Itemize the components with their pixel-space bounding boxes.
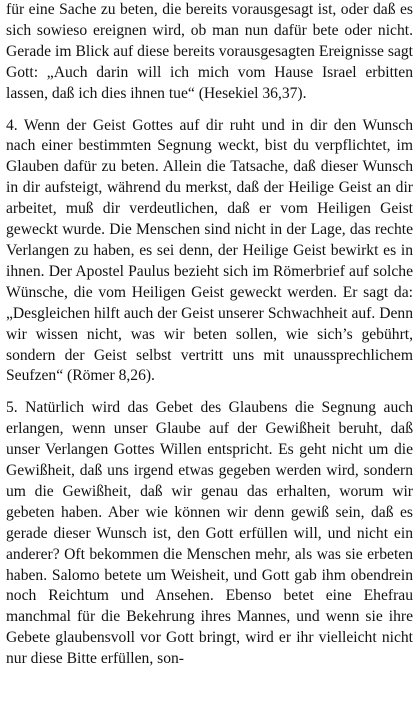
paragraph-continuation: für eine Sache zu beten, die bereits vorausgesagt ist, oder daß es sich sowieso ereignen wird, ob man nun dafür bete oder nicht. Gerade im Blick auf diese bereits vorausgesagten Ereignisse sagt Gott: „Auch darin will ich mich vom Hause Israel erbitten lassen, daß ich dies ihnen tue“ (Hesekiel 36,37). — [6, 1, 413, 102]
paragraph-point-4: 4. Wenn der Geist Gottes auf dir ruht und in dir den Wunsch nach einer bestimmten Segnung weckt, bist du verpflichtet, im Glauben dafür zu beten. Allein die Tatsache, daß dieser Wunsch in dir aufsteigt, während du merkst, daß der Heilige Geist an dir arbeitet, muß dir verdeutlichen, daß er vom Heiligen Geist geweckt wurde. Die Menschen sind nicht in der Lage, das rechte Verlangen zu haben, es sei denn, der Heilige Geist bewirkt es in ihnen. Der Apostel Paulus bezieht sich im Römerbrief auf solche Wünsche, die vom Heiligen Geist geweckt werden. Er sagt da: „Desgleichen hilft auch der Geist unserer Schwachheit auf. Denn wir wissen nicht, was wir beten sollen, wie sich’s gebührt, sondern der Geist selbst vertritt uns mit unaussprechlichem Seufzen“ (Römer 8,26). — [6, 116, 413, 385]
paragraph-point-5: 5. Natürlich wird das Gebet des Glaubens die Segnung auch erlangen, wenn unser Glaube auf der Gewißheit beruht, daß unser Verlangen Gottes Willen entspricht. Es geht nicht um die Gewißheit, daß uns irgend etwas gegeben werden wird, sondern um die Gewißheit, daß wir genau das erhalten, worum wir gebeten haben. Aber wie können wir denn gewiß sein, daß es gerade dieser Wunsch ist, den Gott erfüllen will, und nicht ein anderer? Oft bekommen die Menschen mehr, als was sie erbeten haben. Salomo betete um Weisheit, und Gott gab ihm obendrein noch Reichtum und Ansehen. Ebenso betet eine Ehefrau manchmal für die Bekehrung ihres Mannes, und wenn sie ihre Gebete glaubensvoll vor Gott bringt, wird er ihr vielleicht nicht nur diese Bitte erfüllen, son- — [6, 399, 413, 668]
